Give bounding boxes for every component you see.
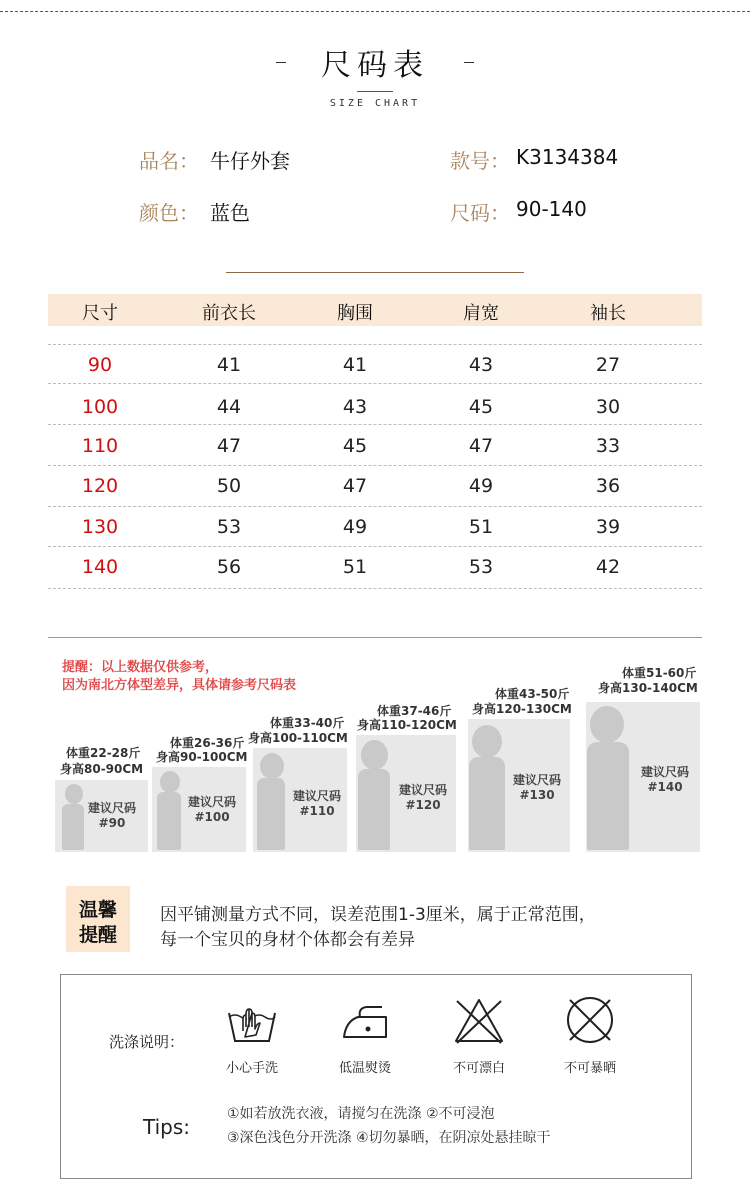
column-header-size: 尺寸: [82, 303, 118, 324]
row-divider: [48, 465, 702, 466]
size-cell: 120: [81, 475, 119, 497]
top-dashed-divider: [0, 11, 750, 12]
child-silhouette-icon: [260, 753, 284, 779]
weight-range: 体重51-60斤: [622, 666, 697, 680]
chest-cell: 43: [342, 396, 368, 418]
no-sun-icon: [565, 995, 615, 1045]
badge-line1: 温馨: [78, 899, 117, 921]
suggested-size-value: #130: [519, 788, 555, 802]
shoulder-cell: 47: [468, 435, 494, 457]
weight-range: 体重22-28斤: [66, 746, 141, 760]
no-bleach-icon: [453, 997, 505, 1045]
sleeve-cell: 30: [595, 396, 621, 418]
size-table-header: [48, 294, 702, 326]
height-range: 身高100-110CM: [248, 731, 348, 745]
page-subtitle: SIZE CHART: [329, 98, 421, 109]
suggested-size-value: #110: [299, 804, 335, 818]
size-cell: 100: [81, 396, 119, 418]
badge-line2: 提醒: [78, 924, 117, 946]
product-name-value: 牛仔外套: [210, 149, 290, 173]
size-chart-title-row: [0, 40, 750, 84]
suggested-size-label: 建议尺码: [512, 773, 561, 787]
page-title: 尺码表: [321, 48, 429, 83]
tips-label: Tips:: [143, 1115, 191, 1139]
row-divider: [48, 424, 702, 425]
row-divider: [48, 506, 702, 507]
suggested-size-label: 建议尺码: [292, 789, 341, 803]
care-instructions-box: [60, 974, 692, 1179]
tips-line1: ①如若放洗衣液，请搅匀在洗涤 ②不可浸泡: [227, 1106, 495, 1122]
chest-cell: 47: [342, 475, 368, 497]
sleeve-cell: 27: [595, 354, 621, 376]
color-value: 蓝色: [210, 201, 250, 225]
height-range: 身高130-140CM: [598, 681, 698, 695]
column-header-shoulder: 肩宽: [463, 303, 499, 324]
care-instructions-label: 洗涤说明：: [109, 1033, 185, 1051]
style-number-value: K3134384: [516, 145, 619, 169]
reference-warning-line1: 提醒：以上数据仅供参考，: [62, 660, 219, 675]
column-header-front-length: 前衣长: [202, 303, 256, 324]
shoulder-cell: 51: [468, 516, 494, 538]
title-dash-left: [276, 62, 286, 63]
suggested-size-value: #140: [647, 780, 683, 794]
column-header-sleeve: 袖长: [590, 303, 626, 324]
weight-range: 体重43-50斤: [495, 687, 570, 701]
hand-wash-caption: 小心手洗: [225, 1061, 278, 1076]
child-silhouette-icon: [590, 706, 624, 743]
front-length-cell: 41: [216, 354, 242, 376]
front-length-cell: 44: [216, 396, 242, 418]
child-body-icon: [157, 792, 181, 850]
shoulder-cell: 43: [468, 354, 494, 376]
chest-cell: 45: [342, 435, 368, 457]
size-cell: 90: [87, 354, 113, 376]
child-body-icon: [469, 757, 505, 850]
shoulder-cell: 53: [468, 556, 494, 578]
row-divider: [48, 588, 702, 589]
suggested-size-label: 建议尺码: [187, 795, 236, 809]
weight-range: 体重37-46斤: [377, 704, 452, 718]
product-name-label: 品名：: [139, 149, 199, 173]
reference-warning-line2: 因为南北方体型差异，具体请参考尺码表: [62, 678, 297, 693]
low-iron-caption: 低温熨烫: [338, 1061, 391, 1076]
suggested-size-label: 建议尺码: [87, 801, 136, 815]
measurement-notice-line2: 每一个宝贝的身材个体都会有差异: [160, 930, 415, 950]
shoulder-cell: 45: [468, 396, 494, 418]
suggested-size-label: 建议尺码: [398, 783, 447, 797]
height-range: 身高80-90CM: [60, 762, 144, 776]
child-body-icon: [587, 742, 629, 850]
height-range: 身高120-130CM: [472, 702, 572, 716]
suggested-size-value: #120: [405, 798, 441, 812]
sleeve-cell: 42: [595, 556, 621, 578]
warm-reminder-badge: [66, 886, 130, 952]
size-cell: 110: [81, 435, 119, 457]
size-cell: 130: [81, 516, 119, 538]
title-underline: [357, 91, 393, 92]
hand-wash-icon: [225, 999, 279, 1045]
no-bleach-caption: 不可漂白: [452, 1061, 505, 1076]
child-silhouette-icon: [472, 725, 502, 758]
title-dash-right: [464, 62, 474, 63]
sleeve-cell: 33: [595, 435, 621, 457]
sleeve-cell: 36: [595, 475, 621, 497]
row-divider: [48, 383, 702, 384]
measurement-notice-line1: 因平铺测量方式不同，误差范围1-3厘米，属于正常范围，: [160, 905, 596, 925]
section-divider: [48, 637, 702, 638]
size-cell: 140: [81, 556, 119, 578]
front-length-cell: 56: [216, 556, 242, 578]
height-range: 身高110-120CM: [357, 718, 457, 732]
sleeve-cell: 39: [595, 516, 621, 538]
chest-cell: 49: [342, 516, 368, 538]
front-length-cell: 47: [216, 435, 242, 457]
child-body-icon: [358, 769, 390, 850]
height-range: 身高90-100CM: [156, 750, 248, 764]
chest-cell: 51: [342, 556, 368, 578]
no-sun-caption: 不可暴晒: [563, 1061, 616, 1076]
weight-range: 体重26-36斤: [170, 736, 245, 750]
column-header-chest: 胸围: [337, 303, 373, 324]
weight-range: 体重33-40斤: [270, 716, 345, 730]
child-silhouette-icon: [361, 740, 388, 770]
style-number-label: 款号：: [450, 149, 510, 173]
front-length-cell: 53: [216, 516, 242, 538]
child-body-icon: [62, 804, 84, 850]
child-body-icon: [257, 778, 285, 850]
suggested-size-label: 建议尺码: [640, 765, 689, 779]
size-range-label: 尺码：: [450, 201, 510, 225]
tips-line2: ③深色浅色分开洗涤 ④切勿暴晒，在阴凉处悬挂晾干: [227, 1130, 551, 1146]
color-label: 颜色：: [139, 201, 199, 225]
row-divider: [48, 546, 702, 547]
child-silhouette-icon: [160, 771, 180, 793]
chest-cell: 41: [342, 354, 368, 376]
child-silhouette-icon: [65, 784, 83, 804]
section-divider: [226, 272, 524, 273]
shoulder-cell: 49: [468, 475, 494, 497]
front-length-cell: 50: [216, 475, 242, 497]
size-range-value: 90-140: [516, 197, 587, 221]
row-divider: [48, 344, 702, 345]
low-iron-icon: [338, 1001, 392, 1045]
suggested-size-value: #100: [194, 810, 230, 824]
suggested-size-value: #90: [98, 816, 126, 830]
